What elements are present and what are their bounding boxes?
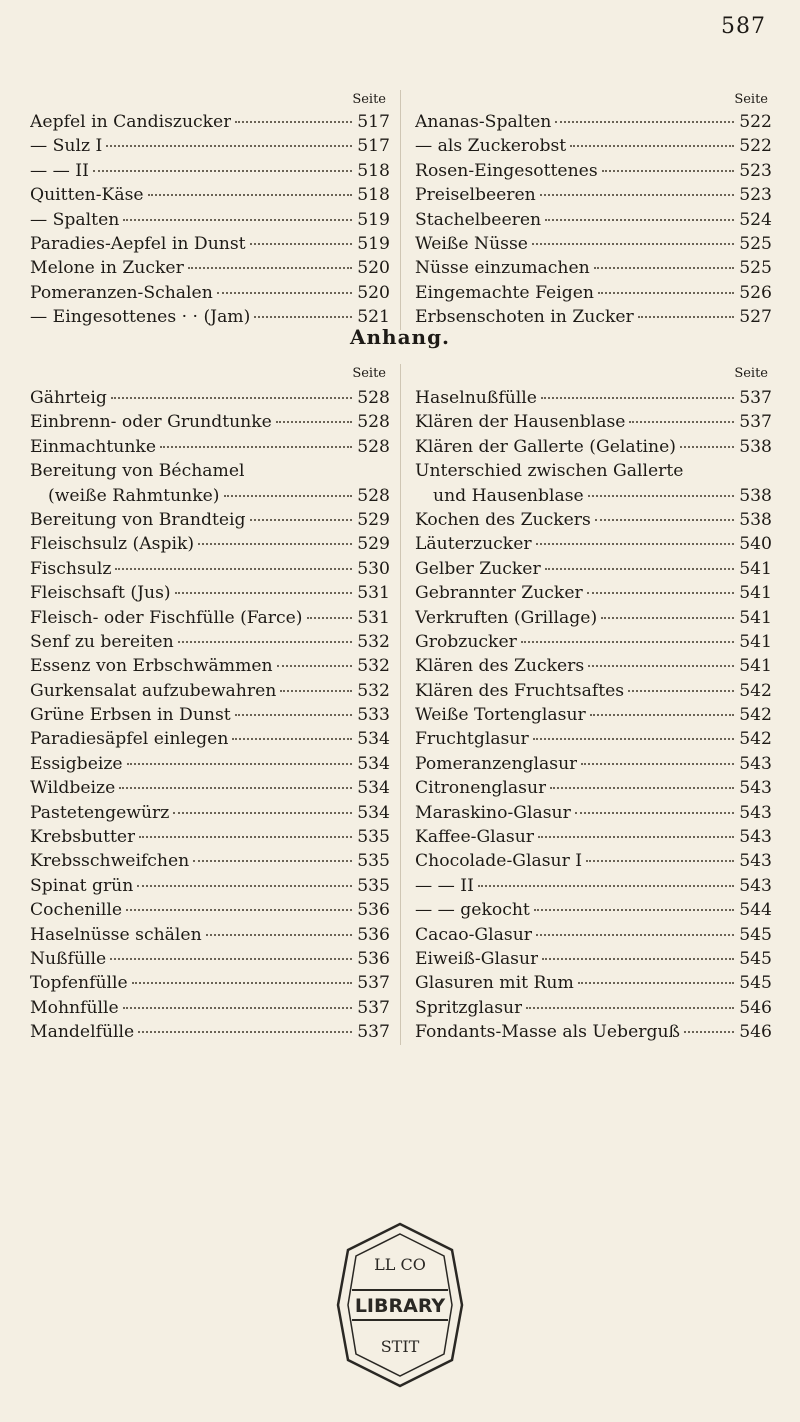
- index-entry-page: 532: [357, 680, 390, 701]
- index-entry: [415, 557, 772, 581]
- leader-dots: [536, 934, 734, 936]
- index-entry-title: Mohnfülle: [30, 997, 119, 1018]
- index-entry-title: Quitten-Käse: [30, 185, 144, 206]
- index-entry: [415, 606, 772, 630]
- index-entry-title: Fondants-Masse als Ueberguß: [415, 1022, 681, 1043]
- index-entry: [30, 630, 390, 654]
- index-entry-page: 538: [739, 485, 772, 506]
- leader-dots: [139, 836, 352, 838]
- index-entry-page: 517: [357, 112, 390, 132]
- leader-dots: [680, 446, 734, 448]
- leader-dots: [581, 763, 734, 765]
- index-entry: [415, 232, 772, 256]
- index-entry-page: 528: [357, 388, 390, 408]
- index-entry-page: 537: [357, 973, 390, 994]
- index-entry-page: 528: [357, 412, 390, 433]
- index-entry-page: 517: [357, 136, 390, 157]
- index-entry: [30, 386, 390, 410]
- index-entry: [415, 849, 772, 873]
- index-entry: [30, 508, 390, 532]
- leader-dots: [526, 1007, 734, 1009]
- index-entry-page: 522: [739, 112, 772, 132]
- index-entry: [30, 703, 390, 727]
- index-entry-page: 535: [357, 875, 390, 896]
- leader-dots: [628, 690, 734, 692]
- index-entry: [30, 898, 390, 922]
- index-entry-page: 543: [739, 753, 772, 774]
- index-entry: [30, 581, 390, 605]
- index-entry-page: 534: [357, 802, 390, 823]
- index-entry-title: Pomeranzenglasur: [415, 753, 578, 774]
- index-entry-title: Topfenfülle: [30, 973, 128, 994]
- index-entry-page: 544: [739, 900, 772, 921]
- index-entry: [30, 256, 390, 280]
- index-entry: [30, 232, 390, 256]
- index-entry: [415, 825, 772, 849]
- leader-dots: [111, 397, 352, 399]
- index-entry: [415, 134, 772, 158]
- index-entry-page: 532: [357, 656, 390, 677]
- index-entry-page: 541: [739, 631, 772, 652]
- index-entry: [415, 801, 772, 825]
- index-entry: [30, 654, 390, 678]
- index-entry-page: 543: [739, 778, 772, 799]
- index-entry: [415, 435, 772, 459]
- index-entry: [30, 435, 390, 459]
- index-entry-title: Verkruften (Grillage): [415, 607, 598, 628]
- index-entry-title: Wildbeize: [30, 778, 116, 799]
- leader-dots: [534, 909, 734, 911]
- index-entry-title: Stachelbeeren: [415, 209, 542, 230]
- index-entry-title: Haselnußfülle: [415, 388, 537, 408]
- index-entry: [30, 484, 390, 508]
- appendix-column-left: [30, 364, 401, 1045]
- index-entry-page: 541: [739, 583, 772, 604]
- index-entry: [415, 281, 772, 305]
- leader-dots: [235, 714, 352, 716]
- index-entry-page: 541: [739, 558, 772, 579]
- index-entry-title: Pomeranzen-Schalen: [30, 282, 213, 303]
- leader-dots: [598, 292, 734, 294]
- index-entry-title: Fleischsaft (Jus): [30, 583, 171, 604]
- index-entry-title: — Eingesottenes · · (Jam): [30, 307, 251, 328]
- index-entry-title: Eingemachte Feigen: [415, 282, 594, 303]
- index-entry: [30, 606, 390, 630]
- index-entry-page: 520: [357, 282, 390, 303]
- leader-dots: [540, 194, 734, 196]
- leader-dots: [173, 812, 352, 814]
- leader-dots: [106, 145, 352, 147]
- index-entry-title: Gebrannter Zucker: [415, 583, 583, 604]
- index-entry-title: Rosen-Eingesottenes: [415, 160, 598, 181]
- page-number: 587: [721, 14, 766, 39]
- index-entry-page: 531: [357, 607, 390, 628]
- leader-dots: [254, 316, 352, 318]
- leader-dots: [545, 219, 734, 221]
- leader-dots: [594, 267, 734, 269]
- index-entry: [415, 874, 772, 898]
- index-entry: [30, 281, 390, 305]
- index-entry: [415, 971, 772, 995]
- library-stamp: [334, 1220, 466, 1390]
- index-entry: [415, 776, 772, 800]
- leader-dots: [684, 1031, 734, 1033]
- leader-dots: [178, 641, 352, 643]
- index-entry: [415, 508, 772, 532]
- index-entry-page: 546: [739, 1022, 772, 1043]
- leader-dots: [555, 121, 734, 123]
- index-entry-title: Erbsenschoten in Zucker: [415, 307, 634, 328]
- leader-dots: [536, 543, 734, 545]
- index-entry-title: Spinat grün: [30, 875, 134, 896]
- index-entry-title: Gelber Zucker: [415, 558, 541, 579]
- index-entry-title: (weiße Rahmtunke): [48, 485, 220, 506]
- leader-dots: [478, 885, 734, 887]
- index-entry-page: 534: [357, 729, 390, 750]
- index-entry-title: Citronenglasur: [415, 778, 547, 799]
- index-entry-page: 523: [739, 160, 772, 181]
- index-entry-page: 546: [739, 997, 772, 1018]
- leader-dots: [538, 836, 734, 838]
- leader-dots: [93, 170, 352, 172]
- leader-dots: [123, 1007, 352, 1009]
- index-entry-title: Krebsschweifchen: [30, 851, 190, 872]
- index-entry: [30, 801, 390, 825]
- index-column-right: [401, 90, 772, 330]
- leader-dots: [206, 934, 352, 936]
- index-column-left: [30, 90, 401, 330]
- index-entry: [30, 134, 390, 158]
- index-entry-page: 529: [357, 534, 390, 555]
- index-entry: [30, 557, 390, 581]
- index-entry-page: 536: [357, 948, 390, 969]
- index-entry-title: Grüne Erbsen in Dunst: [30, 705, 231, 726]
- index-entry-page: 542: [739, 729, 772, 750]
- index-entry-title: Kochen des Zuckers: [415, 509, 591, 530]
- index-entry-page: 530: [357, 558, 390, 579]
- leader-dots: [590, 714, 734, 716]
- leader-dots: [588, 665, 734, 667]
- index-entry-page: 536: [357, 900, 390, 921]
- leader-dots: [629, 421, 734, 423]
- index-entry-page: 526: [739, 282, 772, 303]
- leader-dots: [132, 982, 352, 984]
- index-entry-title: Melone in Zucker: [30, 258, 184, 279]
- index-entry-title: — Sulz I: [30, 136, 103, 157]
- index-entry: [415, 532, 772, 556]
- index-entry-page: 543: [739, 851, 772, 872]
- index-entry-title: Essigbeize: [30, 753, 123, 774]
- index-entry: [30, 410, 390, 434]
- index-entry: [415, 484, 772, 508]
- index-entry-title: Kaffee-Glasur: [415, 827, 535, 848]
- leader-dots: [235, 121, 352, 123]
- index-entry: [30, 825, 390, 849]
- index-entry-page: 522: [739, 136, 772, 157]
- index-entry-title: Senf zu bereiten: [30, 631, 174, 652]
- index-entry-title: Klären des Zuckers: [415, 656, 585, 677]
- index-entry: [30, 923, 390, 947]
- index-entry-title: Einbrenn- oder Grundtunke: [30, 412, 272, 433]
- leader-dots: [193, 860, 352, 862]
- index-entry-title: Gährteig: [30, 388, 107, 408]
- leader-dots: [277, 665, 352, 667]
- index-entry: [30, 110, 390, 134]
- index-entry-title: Fischsulz: [30, 558, 112, 579]
- index-entry-title: Pastetengewürz: [30, 802, 170, 823]
- index-entry-title: Bereitung von Brandteig: [30, 509, 246, 530]
- leader-dots: [532, 243, 734, 245]
- leader-dots: [110, 958, 352, 960]
- index-entry-title: Fruchtglasur: [415, 729, 529, 750]
- appendix-heading: Anhang.: [349, 325, 451, 349]
- index-entry-title: Gurkensalat aufzubewahren: [30, 680, 277, 701]
- leader-dots: [232, 738, 352, 740]
- index-entry-page: 545: [739, 973, 772, 994]
- index-entry-page: 543: [739, 827, 772, 848]
- index-entry-title: Klären des Fruchtsaftes: [415, 680, 625, 701]
- leader-dots: [601, 617, 734, 619]
- stamp-middle-text: LIBRARY: [354, 1295, 446, 1317]
- index-entry-page: 519: [357, 233, 390, 254]
- index-entry: [30, 752, 390, 776]
- stamp-top-text: LL CO: [374, 1255, 426, 1274]
- index-entry-page: 545: [739, 948, 772, 969]
- index-entry-title: Nüsse einzumachen: [415, 258, 590, 279]
- index-entry-title: Ananas-Spalten: [415, 112, 552, 132]
- index-entry-page: 532: [357, 631, 390, 652]
- leader-dots: [541, 397, 734, 399]
- index-entry-page: 525: [739, 258, 772, 279]
- index-entry-page: 527: [739, 307, 772, 328]
- index-entry: [30, 208, 390, 232]
- leader-dots: [595, 519, 734, 521]
- index-entry-title: Klären der Hausenblase: [415, 412, 626, 433]
- index-entry-page: 534: [357, 753, 390, 774]
- index-entry-page: 524: [739, 209, 772, 230]
- index-entry-page: 535: [357, 827, 390, 848]
- index-entry: [415, 410, 772, 434]
- leader-dots: [137, 885, 352, 887]
- leader-dots: [586, 860, 734, 862]
- index-entry-title: Fleischsulz (Aspik): [30, 534, 195, 555]
- index-entry: [30, 996, 390, 1020]
- index-entry: [30, 971, 390, 995]
- index-entry-title: — — gekocht: [415, 900, 530, 921]
- leader-dots: [126, 909, 352, 911]
- leader-dots: [521, 641, 734, 643]
- index-entry-page: 542: [739, 680, 772, 701]
- leader-dots: [575, 812, 734, 814]
- index-entry: [30, 776, 390, 800]
- index-entry-page: 536: [357, 924, 390, 945]
- index-appendix-section: [30, 364, 772, 1045]
- index-entry-page: 540: [739, 534, 772, 555]
- index-entry: [415, 996, 772, 1020]
- leader-dots: [224, 495, 353, 497]
- index-entry-title: Mandelfülle: [30, 1022, 135, 1043]
- index-entry-title: Unterschied zwischen Gallerte: [415, 461, 684, 482]
- index-entry-title: Maraskino-Glasur: [415, 802, 571, 823]
- index-entry-title: Nußfülle: [30, 948, 107, 969]
- index-entry: [415, 1020, 772, 1044]
- index-entry-page: 529: [357, 509, 390, 530]
- index-entry-page: 538: [739, 509, 772, 530]
- leader-dots: [123, 219, 352, 221]
- index-entry-page: 537: [357, 997, 390, 1018]
- index-entry-title: Glasuren mit Rum: [415, 973, 574, 994]
- index-entry: [415, 459, 772, 483]
- index-entry-title: Weiße Nüsse: [415, 233, 528, 254]
- index-entry: [415, 581, 772, 605]
- index-entry-page: 528: [357, 436, 390, 457]
- leader-dots: [588, 495, 734, 497]
- index-entry-page: 528: [357, 485, 390, 506]
- index-entry-title: — — II: [415, 875, 474, 896]
- index-entry: [415, 256, 772, 280]
- index-entry-title: Spritzglasur: [415, 997, 523, 1018]
- index-entry-title: Einmachtunke: [30, 436, 156, 457]
- leader-dots: [307, 617, 352, 619]
- index-entry-title: Krebsbutter: [30, 827, 136, 848]
- index-entry: [415, 898, 772, 922]
- leader-dots: [578, 982, 734, 984]
- index-entry-title: Essenz von Erbschwämmen: [30, 656, 273, 677]
- index-entry: [415, 923, 772, 947]
- index-entry: [30, 1020, 390, 1044]
- index-entry: [30, 159, 390, 183]
- index-entry: [415, 703, 772, 727]
- leader-dots: [115, 568, 352, 570]
- leader-dots: [638, 316, 734, 318]
- leader-dots: [127, 763, 352, 765]
- leader-dots: [148, 194, 352, 196]
- index-entry: [415, 110, 772, 134]
- index-entry-page: 534: [357, 778, 390, 799]
- index-entry-title: — als Zuckerobst: [415, 136, 567, 157]
- leader-dots: [119, 787, 352, 789]
- index-entry-page: 542: [739, 705, 772, 726]
- index-entry-page: 520: [357, 258, 390, 279]
- index-entry: [30, 874, 390, 898]
- index-entry: [30, 727, 390, 751]
- index-entry-title: Cacao-Glasur: [415, 924, 533, 945]
- index-entry: [415, 630, 772, 654]
- leader-dots: [276, 421, 352, 423]
- index-top-section: [30, 90, 772, 330]
- index-entry-title: Läuterzucker: [415, 534, 532, 555]
- index-entry: [415, 947, 772, 971]
- index-entry-page: 545: [739, 924, 772, 945]
- index-entry: [30, 849, 390, 873]
- index-entry-page: 541: [739, 656, 772, 677]
- index-entry-title: Bereitung von Béchamel: [30, 461, 245, 482]
- appendix-column-right: [401, 364, 772, 1045]
- leader-dots: [138, 1031, 352, 1033]
- leader-dots: [550, 787, 734, 789]
- index-entry: [30, 183, 390, 207]
- index-entry-page: 518: [357, 160, 390, 181]
- index-entry: [415, 159, 772, 183]
- leader-dots: [250, 519, 352, 521]
- index-entry-page: 518: [357, 185, 390, 206]
- index-entry-page: 531: [357, 583, 390, 604]
- column-header-seite: Seite: [352, 92, 386, 107]
- leader-dots: [602, 170, 734, 172]
- leader-dots: [587, 592, 734, 594]
- index-entry-page: 543: [739, 875, 772, 896]
- index-entry-page: 519: [357, 209, 390, 230]
- leader-dots: [545, 568, 734, 570]
- index-entry-title: Haselnüsse schälen: [30, 924, 202, 945]
- index-entry-title: — Spalten: [30, 209, 120, 230]
- index-entry-page: 521: [357, 307, 390, 328]
- index-entry-title: Paradies-Aepfel in Dunst: [30, 233, 246, 254]
- stamp-bottom-text: STIT: [380, 1337, 420, 1356]
- index-entry-title: — — II: [30, 160, 89, 181]
- leader-dots: [542, 958, 734, 960]
- leader-dots: [198, 543, 352, 545]
- index-entry: [415, 727, 772, 751]
- index-entry: [30, 459, 390, 483]
- leader-dots: [217, 292, 352, 294]
- index-entry: [415, 679, 772, 703]
- index-entry: [30, 532, 390, 556]
- index-entry-page: 533: [357, 705, 390, 726]
- leader-dots: [533, 738, 734, 740]
- leader-dots: [250, 243, 352, 245]
- index-entry-page: 537: [739, 388, 772, 408]
- index-entry-page: 525: [739, 233, 772, 254]
- index-entry: [415, 183, 772, 207]
- index-entry-title: Fleisch- oder Fischfülle (Farce): [30, 607, 303, 628]
- leader-dots: [160, 446, 352, 448]
- index-entry-page: 537: [739, 412, 772, 433]
- column-header-seite: Seite: [352, 366, 386, 381]
- index-entry: [415, 752, 772, 776]
- index-entry: [415, 386, 772, 410]
- index-entry-page: 543: [739, 802, 772, 823]
- index-entry-page: 535: [357, 851, 390, 872]
- leader-dots: [570, 145, 734, 147]
- index-entry-title: Grobzucker: [415, 631, 517, 652]
- index-entry-title: Paradiesäpfel einlegen: [30, 729, 229, 750]
- leader-dots: [280, 690, 352, 692]
- index-entry: [415, 654, 772, 678]
- index-entry-page: 541: [739, 607, 772, 628]
- index-entry-title: Aepfel in Candiszucker: [30, 112, 232, 132]
- column-header-seite: Seite: [734, 366, 768, 381]
- column-header-seite: Seite: [734, 92, 768, 107]
- index-entry-title: Klären der Gallerte (Gelatine): [415, 436, 676, 457]
- index-entry-title: Eiweiß-Glasur: [415, 948, 539, 969]
- index-entry-page: 538: [739, 436, 772, 457]
- index-entry: [415, 208, 772, 232]
- index-entry-title: Weiße Tortenglasur: [415, 705, 586, 726]
- index-entry-page: 537: [357, 1022, 390, 1043]
- index-entry-title: Cochenille: [30, 900, 123, 921]
- index-entry: [30, 947, 390, 971]
- leader-dots: [175, 592, 352, 594]
- index-entry-title: und Hausenblase: [433, 485, 584, 506]
- index-entry-title: Chocolade-Glasur I: [415, 851, 583, 872]
- index-entry-page: 523: [739, 185, 772, 206]
- index-entry: [30, 679, 390, 703]
- leader-dots: [188, 267, 352, 269]
- index-entry-title: Preiselbeeren: [415, 185, 536, 206]
